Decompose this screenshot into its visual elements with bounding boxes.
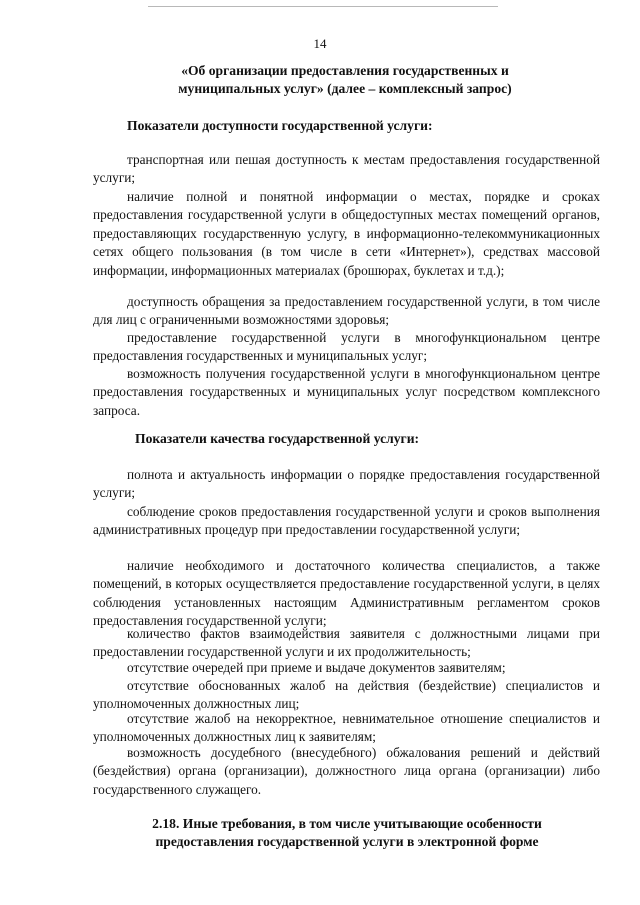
list-item: возможность досудебного (внесудебного) обжалования решений и действий (бездействия) органа (организации), должностного лица органа (организации) либо государственного служащего.	[93, 745, 600, 797]
document-heading	[90, 62, 600, 98]
top-rule	[148, 6, 498, 7]
list-item: наличие необходимого и достаточного количества специалистов, а также помещений, в которых осуществляется предоставление государственной услуги, в целях соблюдения установленных настоящим Административным регламентом сроков предоставления государственной услуги;	[93, 558, 600, 629]
list-item: отсутствие жалоб на некорректное, невнимательное отношение специалистов и уполномоченных должностных лиц к заявителям;	[93, 711, 600, 745]
list-item: наличие полной и понятной информации о местах, порядке и сроках предоставления государственной услуги в общедоступных местах помещений органов, предоставляющих государственную услугу, в информационно-телекоммуникационных сетях общего пользования (в том числе в сети «Интернет»), средствах массовой информации, информационных материалах (брошюрах, буклетах и т.д.);	[93, 189, 600, 278]
list-item: отсутствие очередей при приеме и выдаче документов заявителям;	[127, 660, 506, 675]
list-item: транспортная или пешая доступность к местам предоставления государственной услуги;	[93, 152, 600, 186]
list-item: возможность получения государственной услуги в многофункциональном центре предоставления государственных и муниципальных услуг посредством комплексного запроса.	[93, 366, 600, 418]
heading-line-2: муниципальных услуг» (далее – комплексный запрос)	[178, 81, 512, 96]
quality-title: Показатели качества государственной услуги:	[135, 431, 420, 446]
section-heading-line-2: предоставления государственной услуги в электронной форме	[155, 834, 539, 849]
list-item: полнота и актуальность информации о порядке предоставления государственной услуги;	[93, 467, 600, 501]
list-item: доступность обращения за предоставлением государственной услуги, в том числе для лиц с ограниченными возможностями здоровья;	[93, 294, 600, 328]
section-heading	[92, 815, 602, 851]
list-item: количество фактов взаимодействия заявителя с должностными лицами при предоставлении государственной услуги и их продолжительность;	[93, 626, 600, 660]
list-item: отсутствие обоснованных жалоб на действия (бездействие) специалистов и уполномоченных должностных лиц;	[93, 678, 600, 712]
page-number: 14	[313, 36, 327, 51]
list-item: соблюдение сроков предоставления государственной услуги и сроков выполнения административных процедур при предоставлении государственной услуги;	[93, 504, 600, 538]
section-heading-line-1: 2.18. Иные требования, в том числе учитывающие особенности	[152, 816, 542, 831]
heading-line-1: «Об организации предоставления государственных и	[181, 63, 509, 78]
accessibility-title: Показатели доступности государственной услуги:	[127, 118, 433, 133]
list-item: предоставление государственной услуги в многофункциональном центре предоставления государственных и муниципальных услуг;	[93, 330, 600, 364]
